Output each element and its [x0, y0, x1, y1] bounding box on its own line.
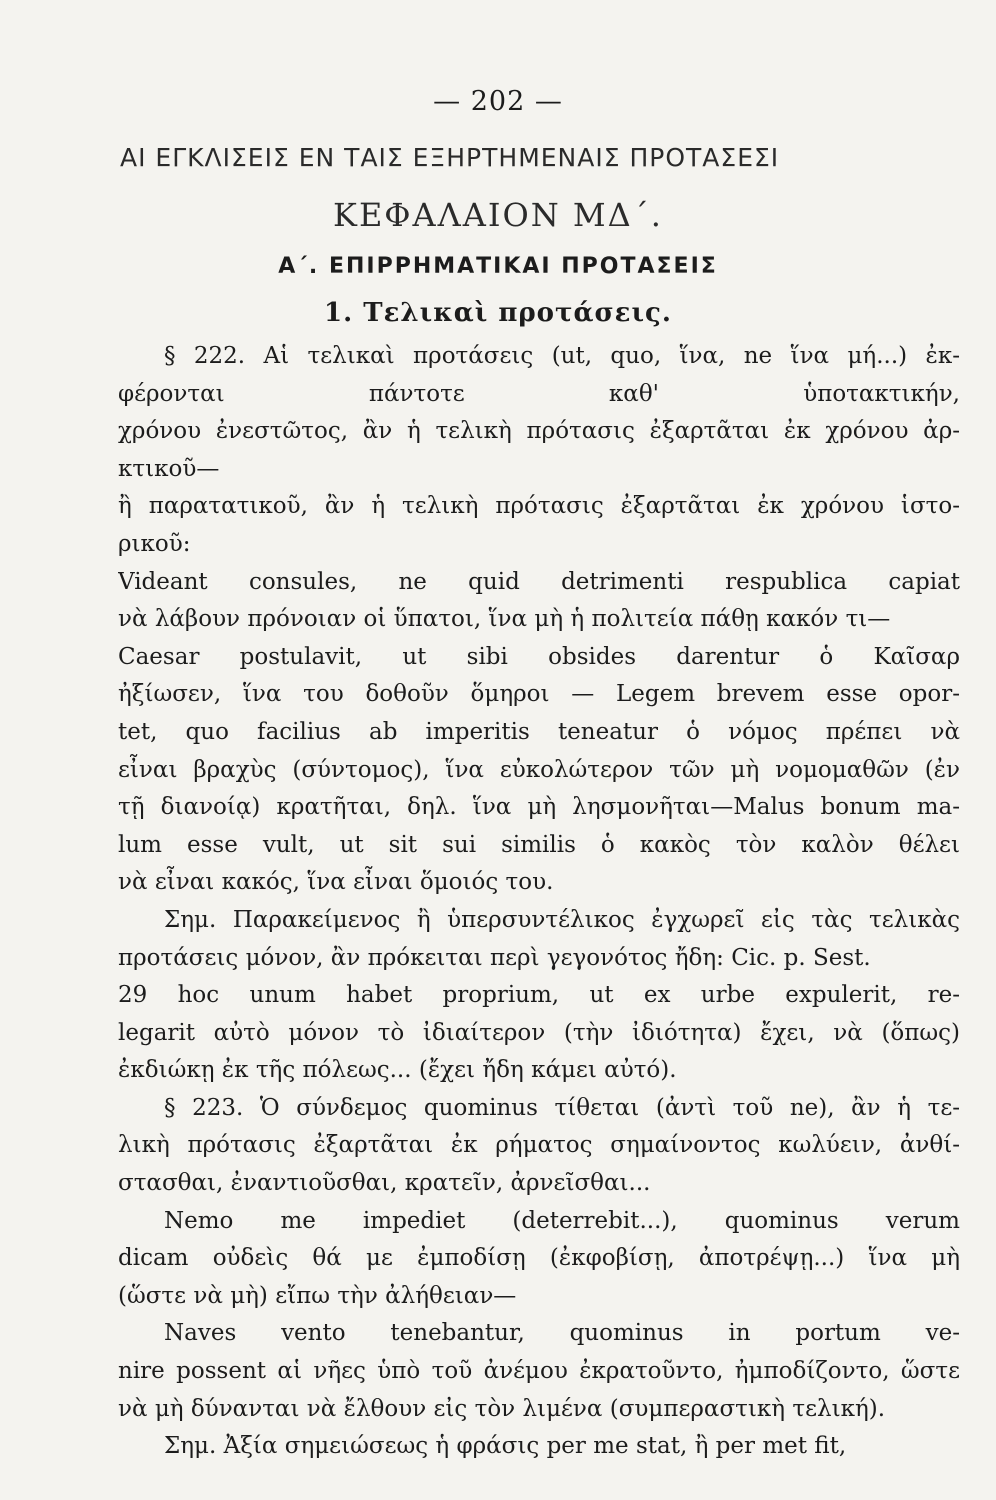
text-line: tet, quo facilius ab imperitis teneatur ὁ νόμος πρέπει νὰ: [118, 718, 960, 745]
text-line: Videant consules, ne quid detrimenti respublica capiat: [118, 568, 960, 595]
text-line: νὰ εἶναι κακός, ἵνα εἶναι ὅμοιός του.: [118, 869, 554, 896]
text-line: προτάσεις μόνον, ἂν πρόκειται περὶ γεγονότος ἤδη: Cic. p. Sest.: [118, 944, 871, 971]
text-line: φέρονται πάντοτε καθ' ὑποτακτικήν,: [118, 380, 960, 407]
text-line: τῇ διανοίᾳ) κρατῆται, δηλ. ἵνα μὴ λησμονῆται—Malus bonum ma-: [118, 794, 960, 821]
text-line: lum esse vult, ut sit sui similis ὁ κακὸς τὸν καλὸν θέλει: [118, 831, 960, 858]
text-line: Σημ. Παρακείμενος ἢ ὑπερσυντέλικος ἐγχωρεῖ εἰς τὰς τελικὰς: [164, 906, 960, 933]
text-line: Naves vento tenebantur, quominus in portum ve-: [164, 1320, 960, 1347]
text-line: ἢ παρατατικοῦ, ἂν ἡ τελικὴ πρότασις ἐξαρτᾶται ἐκ χρόνου ἱστο-: [118, 493, 960, 520]
section-title: Α΄. ΕΠΙΡΡΗΜΑΤΙΚΑΙ ΠΡΟΤΑΣΕΙΣ: [278, 254, 718, 279]
text-line: legarit αὐτὸ μόνον τὸ ἰδιαίτερον (τὴν ἰδιότητα) ἔχει, νὰ (ὅπως): [118, 1019, 960, 1046]
text-line: χρόνου ἐνεστῶτος, ἂν ἡ τελικὴ πρότασις ἐξαρτᾶται ἐκ χρόνου ἀρ-: [118, 418, 960, 445]
text-line: (ὥστε νὰ μὴ) εἴπω τὴν ἀλήθειαν—: [118, 1282, 517, 1309]
text-line: ἠξίωσεν, ἵνα του δοθοῦν ὅμηροι — Legem brevem esse opor-: [118, 681, 960, 708]
text-line: στασθαι, ἐναντιοῦσθαι, κρατεῖν, ἀρνεῖσθαι...: [118, 1170, 651, 1197]
text-line: Σημ. Ἀξία σημειώσεως ἡ φράσις per me stat, ἢ per met fit,: [164, 1433, 847, 1460]
text-line: § 223. Ὁ σύνδεμος quominus τίθεται (ἀντὶ τοῦ ne), ἂν ἡ τε-: [164, 1094, 960, 1121]
text-line: νὰ λάβουν πρόνοιαν οἱ ὕπατοι, ἵνα μὴ ἡ πολιτεία πάθῃ κακόν τι—: [118, 606, 891, 633]
text-line: εἶναι βραχὺς (σύντομος), ἵνα εὐκολώτερον τῶν μὴ νομομαθῶν (ἐν: [118, 756, 960, 783]
running-head: ΑΙ ΕΓΚΛΙΣΕΙΣ ΕΝ ΤΑΙΣ ΕΞΗΡΤΗΜΕΝΑΙΣ ΠΡΟΤΑΣΕΣΙ: [120, 143, 780, 172]
text-line: dicam οὐδεὶς θά με ἐμποδίσῃ (ἐκφοβίσῃ, ἀποτρέψῃ...) ἵνα μὴ: [118, 1245, 960, 1272]
text-line: nire possent αἱ νῆες ὑπὸ τοῦ ἀνέμου ἐκρατοῦντο, ἠμποδίζοντο, ὥστε: [118, 1358, 960, 1385]
text-line: § 222. Αἱ τελικαὶ προτάσεις (ut, quo, ἵνα, ne ἵνα μή...) ἐκ-: [164, 343, 960, 369]
text-line: Nemo me impediet (deterrebit...), quominus verum: [164, 1207, 960, 1234]
body-text: [118, 338, 960, 1466]
text-line: ρικοῦ:: [118, 530, 191, 557]
text-line: κτικοῦ—: [118, 455, 220, 482]
chapter-title: ΚΕΦΑΛΑΙΟΝ ΜΔ΄.: [333, 196, 663, 234]
text-line: 29 hoc unum habet proprium, ut ex urbe expulerit, re-: [118, 982, 960, 1009]
text-line: νὰ μὴ δύνανται νὰ ἔλθουν εἰς τὸν λιμένα (συμπεραστικὴ τελική).: [118, 1395, 886, 1422]
page-number: — 202 —: [433, 86, 563, 117]
subsection-title: 1. Τελικαὶ προτάσεις.: [324, 298, 672, 328]
text-line: λικὴ πρότασις ἐξαρτᾶται ἐκ ρήματος σημαίνοντος κωλύειν, ἀνθί-: [118, 1132, 960, 1159]
text-line: ἐκδιώκῃ ἐκ τῆς πόλεως... (ἔχει ἤδη κάμει αὐτό).: [118, 1057, 677, 1084]
text-line: Caesar postulavit, ut sibi obsides darentur ὁ Καῖσαρ: [118, 643, 960, 670]
